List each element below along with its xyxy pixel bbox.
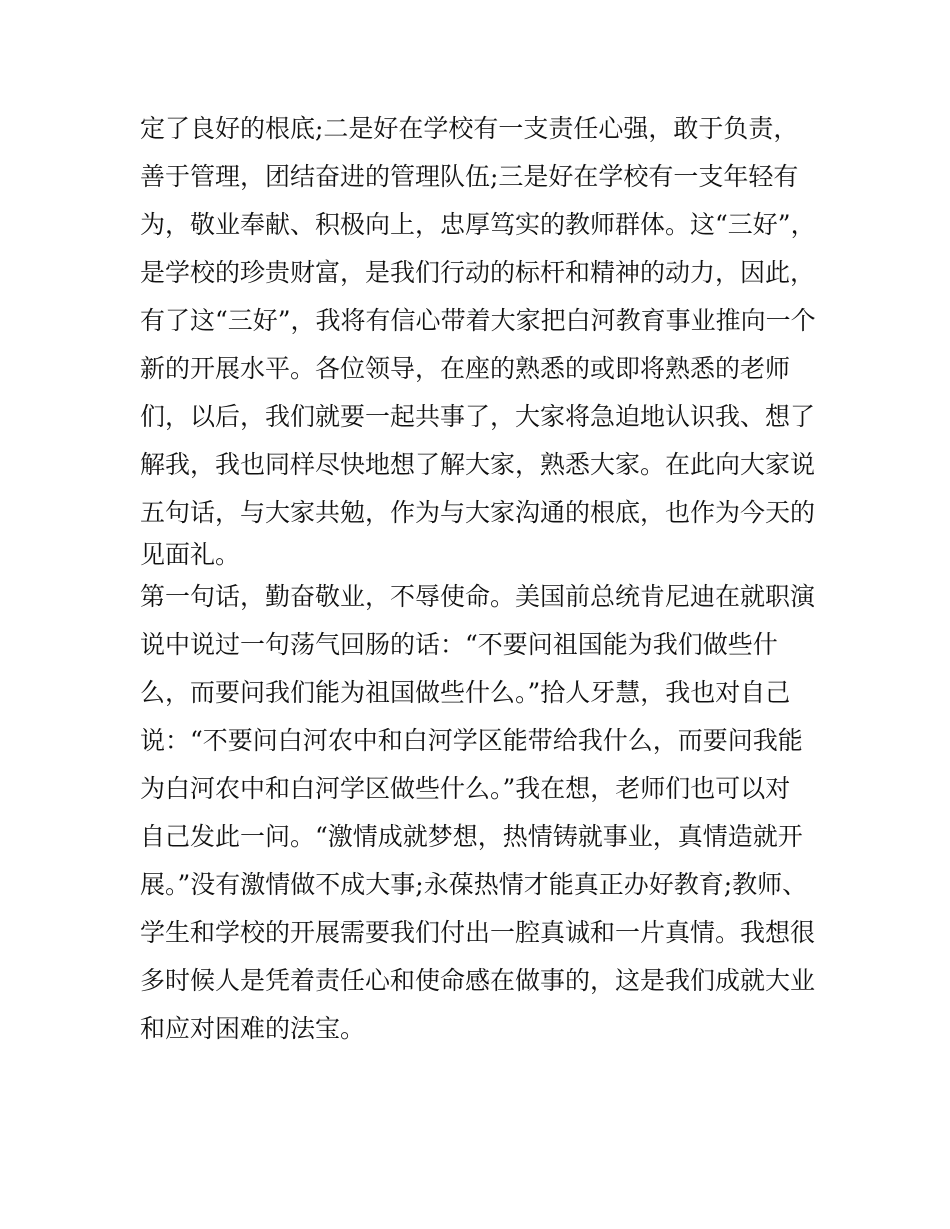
body-text [140,105,830,1053]
text-line: 和应对困难的法宝。 [140,1014,366,1043]
text-line: 见面礼。 [140,540,241,569]
text-line: 是学校的珍贵财富，是我们行动的标杆和精神的动力，因此， [140,258,816,287]
text-line: 们，以后，我们就要一起共事了，大家将急迫地认识我、想了 [140,402,816,431]
text-line: 自己发此一问。“激情成就梦想，热情铸就事业，真情造就开 [140,822,803,851]
text-line: 第一句话，勤奋敬业，不辱使命。美国前总统肯尼迪在就职演 [140,582,816,611]
text-line: 多时候人是凭着责任心和使命感在做事的，这是我们成就大业 [140,966,816,995]
text-line: 学生和学校的开展需要我们付出一腔真诚和一片真情。我想很 [140,918,816,947]
text-line: 善于管理，团结奋进的管理队伍;三是好在学校有一支年轻有 [140,162,799,191]
text-line: 为，敬业奉献、积极向上，忠厚笃实的教师群体。这“三好”， [140,210,816,239]
text-line: 新的开展水平。各位领导，在座的熟悉的或即将熟悉的老师 [140,354,791,383]
text-line: 解我，我也同样尽快地想了解大家，熟悉大家。在此向大家说 [140,450,816,479]
text-line: 说：“不要问白河农中和白河学区能带给我什么，而要问我能 [140,726,803,755]
text-line: 展。”没有激情做不成大事;永葆热情才能真正办好教育;教师、 [140,870,808,899]
text-line: 定了良好的根底;二是好在学校有一支责任心强，敢于负责， [140,114,799,143]
text-line: 五句话，与大家共勉，作为与大家沟通的根底，也作为今天的 [140,498,816,527]
text-line: 说中说过一句荡气回肠的话：“不要问祖国能为我们做些什 [140,630,778,659]
text-line: 为白河农中和白河学区做些什么。”我在想，老师们也可以对 [140,774,791,803]
text-line: 么，而要问我们能为祖国做些什么。”拾人牙慧，我也对自己 [140,678,791,707]
text-line: 有了这“三好”，我将有信心带着大家把白河教育事业推向一个 [140,306,816,335]
